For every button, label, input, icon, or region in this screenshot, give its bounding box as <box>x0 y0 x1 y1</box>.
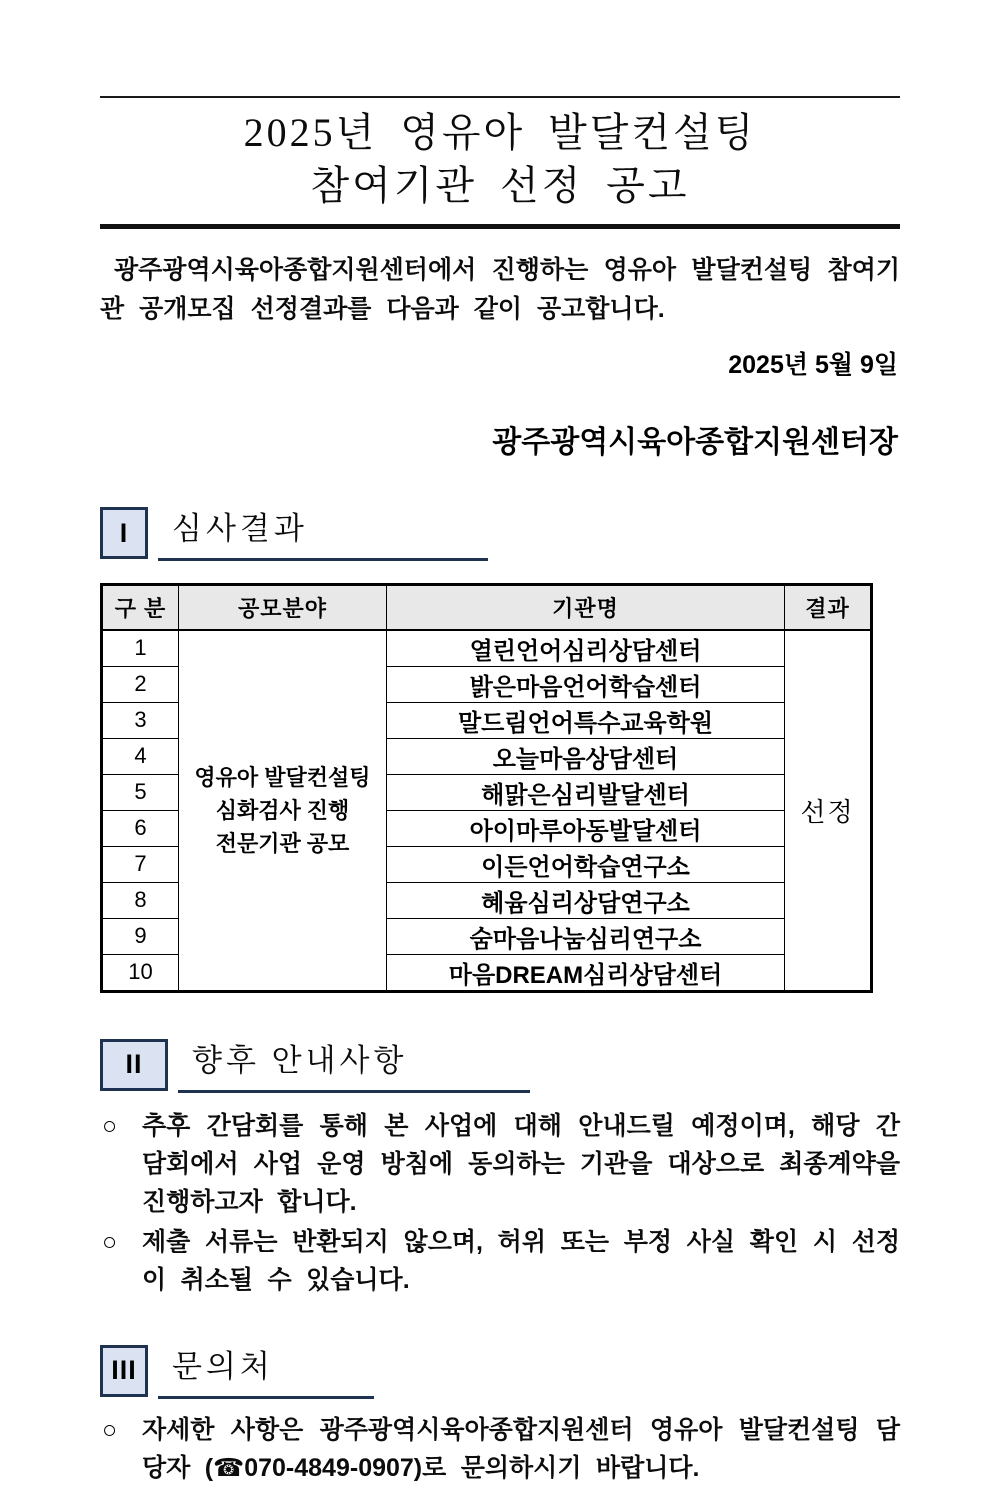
section-numeral-1: I <box>100 507 148 559</box>
section-header-results <box>100 503 900 561</box>
row-number: 1 <box>102 630 179 667</box>
row-number: 4 <box>102 738 179 774</box>
row-number: 2 <box>102 666 179 702</box>
row-number: 9 <box>102 918 179 954</box>
section-title-results: 심사결과 <box>158 503 488 561</box>
org-name: 숨마음나눔심리연구소 <box>387 918 785 954</box>
org-name: 오늘마음상담센터 <box>387 738 785 774</box>
header-no: 구 분 <box>102 585 179 630</box>
signer-name: 광주광역시육아종합지원센터장 <box>492 426 898 459</box>
row-number: 3 <box>102 702 179 738</box>
section-title-contact: 문의처 <box>158 1341 374 1399</box>
section-header-contact <box>100 1341 900 1399</box>
field-line: 전문기관 공모 <box>215 830 350 856</box>
notice-text: 추후 간담회를 통해 본 사업에 대해 안내드릴 예정이며, 해당 간담회에서 사업 운영 방침에 동의하는 기관을 대상으로 최종계약을 진행하고자 합니다. <box>142 1111 900 1216</box>
notice-item <box>100 1411 900 1487</box>
org-name: 마음DREAM심리상담센터 <box>387 954 785 991</box>
document-title-line1: 2025년 영유아 발달컨설팅 <box>243 110 757 155</box>
org-name: 밝은마음언어학습센터 <box>387 666 785 702</box>
org-name: 말드림언어특수교육학원 <box>387 702 785 738</box>
row-number: 7 <box>102 846 179 882</box>
table-header-row <box>102 585 872 630</box>
row-number: 8 <box>102 882 179 918</box>
circle-bullet-icon: ○ <box>102 1415 118 1444</box>
table-row <box>102 630 872 667</box>
header-field: 공모분야 <box>179 585 387 630</box>
section-numeral-3: III <box>100 1345 148 1397</box>
document-title-line2: 참여기관 선정 공고 <box>310 163 690 208</box>
field-line: 심화검사 진행 <box>215 797 350 823</box>
contact-area <box>100 1411 900 1487</box>
header-org: 기관명 <box>387 585 785 630</box>
contact-text: 자세한 사항은 광주광역시육아종합지원센터 영유아 발달컨설팅 담당자 (☎070-4849-0907)로 문의하시기 바랍니다. <box>142 1415 900 1482</box>
row-number: 5 <box>102 774 179 810</box>
notice-list <box>100 1107 900 1299</box>
notice-text: 제출 서류는 반환되지 않으며, 허위 또는 부정 사실 확인 시 선정이 취소될 수 있습니다. <box>142 1227 900 1294</box>
row-number: 10 <box>102 954 179 991</box>
document-body <box>100 0 900 1487</box>
result-cell: 선정 <box>785 630 872 992</box>
org-name: 혜윰심리상담연구소 <box>387 882 785 918</box>
org-name: 열린언어심리상담센터 <box>387 630 785 667</box>
announcement-date: 2025년 5월 9일 <box>728 351 898 379</box>
section-header-guidance <box>100 1035 900 1093</box>
title-block <box>100 96 900 229</box>
header-result: 결과 <box>785 585 872 630</box>
results-table <box>100 583 873 993</box>
section-title-guidance: 향후 안내사항 <box>178 1035 530 1093</box>
field-line: 영유아 발달컨설팅 <box>194 764 371 790</box>
row-number: 6 <box>102 810 179 846</box>
org-name: 해맑은심리발달센터 <box>387 774 785 810</box>
intro-paragraph: 광주광역시육아종합지원센터에서 진행하는 영유아 발달컨설팅 참여기관 공개모집 선정결과를 다음과 같이 공고합니다. <box>100 256 900 323</box>
field-cell <box>179 630 387 992</box>
org-name: 아이마루아동발달센터 <box>387 810 785 846</box>
circle-bullet-icon: ○ <box>102 1227 118 1256</box>
section-numeral-2: II <box>100 1039 168 1091</box>
circle-bullet-icon: ○ <box>102 1111 118 1140</box>
org-name: 이든언어학습연구소 <box>387 846 785 882</box>
notice-item <box>100 1107 900 1221</box>
notice-item <box>100 1223 900 1299</box>
